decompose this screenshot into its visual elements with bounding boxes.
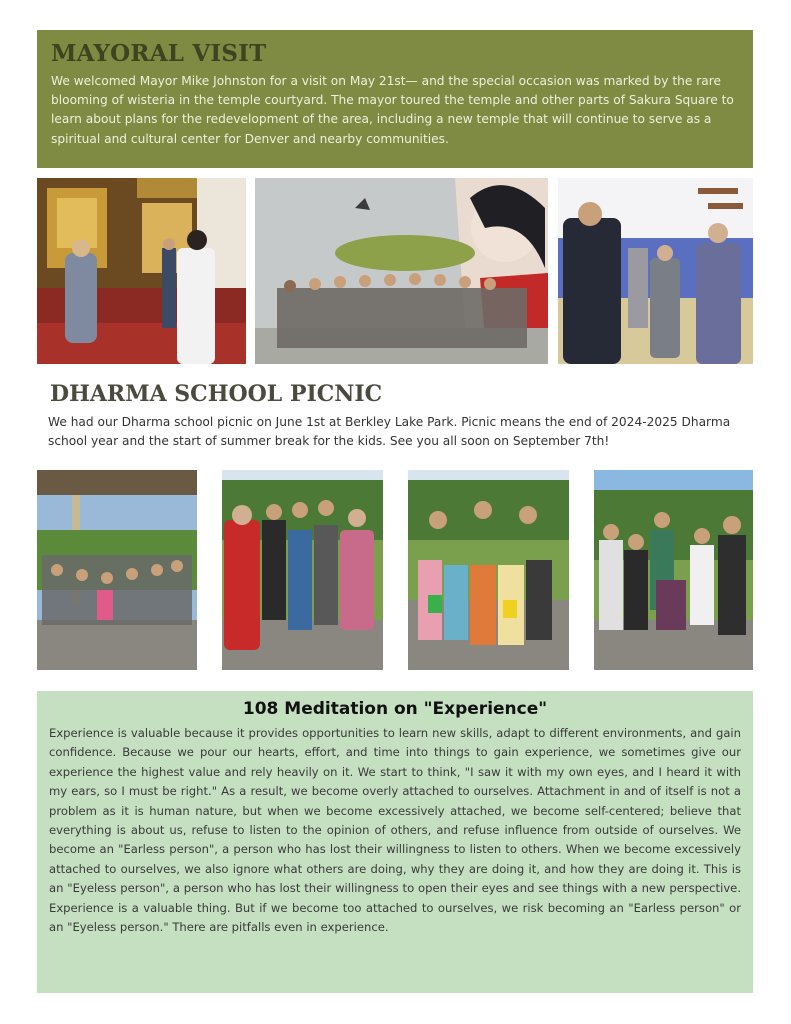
- photo-temple-interior: [37, 178, 246, 364]
- meditation-title: 108 Meditation on "Experience": [242, 699, 548, 719]
- meditation-body: Experience is valuable because it provides opportunities to learn new skills, adapt to different environments, and gain confidence. Because we pour our hearts, effort, and time into things to gain experience, we sometimes give our experience the highest value and rely heavily on it. We start to think, "I saw it with my own eyes, and I heard it with my ears, so I must be right." As a result, we become overly attached to ourselves. Attachment in and of itself is not a problem as it is human nature, but when we become excessively attached, we become self-centered; believe that everything is about us, refuse to listen to the opinion of others, and refuse influence from outside of ourselves. We become an "Earless person", a person who has lost their willingness to listen to others. When we become excessively attached to ourselves, we also ignore what others are doing, why they are doing it, and how they are doing it. This is an "Eyeless person", a person who has lost their willingness to open their eyes and see things with a new perspective. Experience is a valuable thing. But if we become too attached to ourselves, we risk becoming an "Earless person" or an "Eyeless person." There are pitfalls even in experience.: [49, 726, 741, 935]
- photo-gym-tour: [558, 178, 753, 364]
- photo-picnic-pavilion: [37, 470, 197, 670]
- meditation-section: [37, 691, 753, 993]
- mayoral-visit-body: We welcomed Mayor Mike Johnston for a visit on May 21st— and the special occasion was marked by the rare blooming of wisteria in the temple courtyard. The mayor toured the temple and other parts of Sakura Square to learn about plans for the redevelopment of the area, including a new temple that will continue to serve as a spiritual and cultural center for Denver and nearby communities.: [51, 74, 734, 146]
- photo-picnic-teens: [594, 470, 753, 670]
- photo-picnic-group-park: [222, 470, 383, 670]
- mayoral-visit-title: MAYORAL VISIT: [51, 40, 267, 67]
- dharma-picnic-title: DHARMA SCHOOL PICNIC: [50, 381, 383, 407]
- dharma-picnic-body: We had our Dharma school picnic on June 1st at Berkley Lake Park. Picnic means the end of 2024-2025 Dharma school year and the start of summer break for the kids. See you all soon on September 7th!: [48, 415, 731, 448]
- mayoral-visit-section: [37, 30, 753, 168]
- photo-mural-group: [255, 178, 548, 364]
- photo-picnic-kids: [408, 470, 569, 670]
